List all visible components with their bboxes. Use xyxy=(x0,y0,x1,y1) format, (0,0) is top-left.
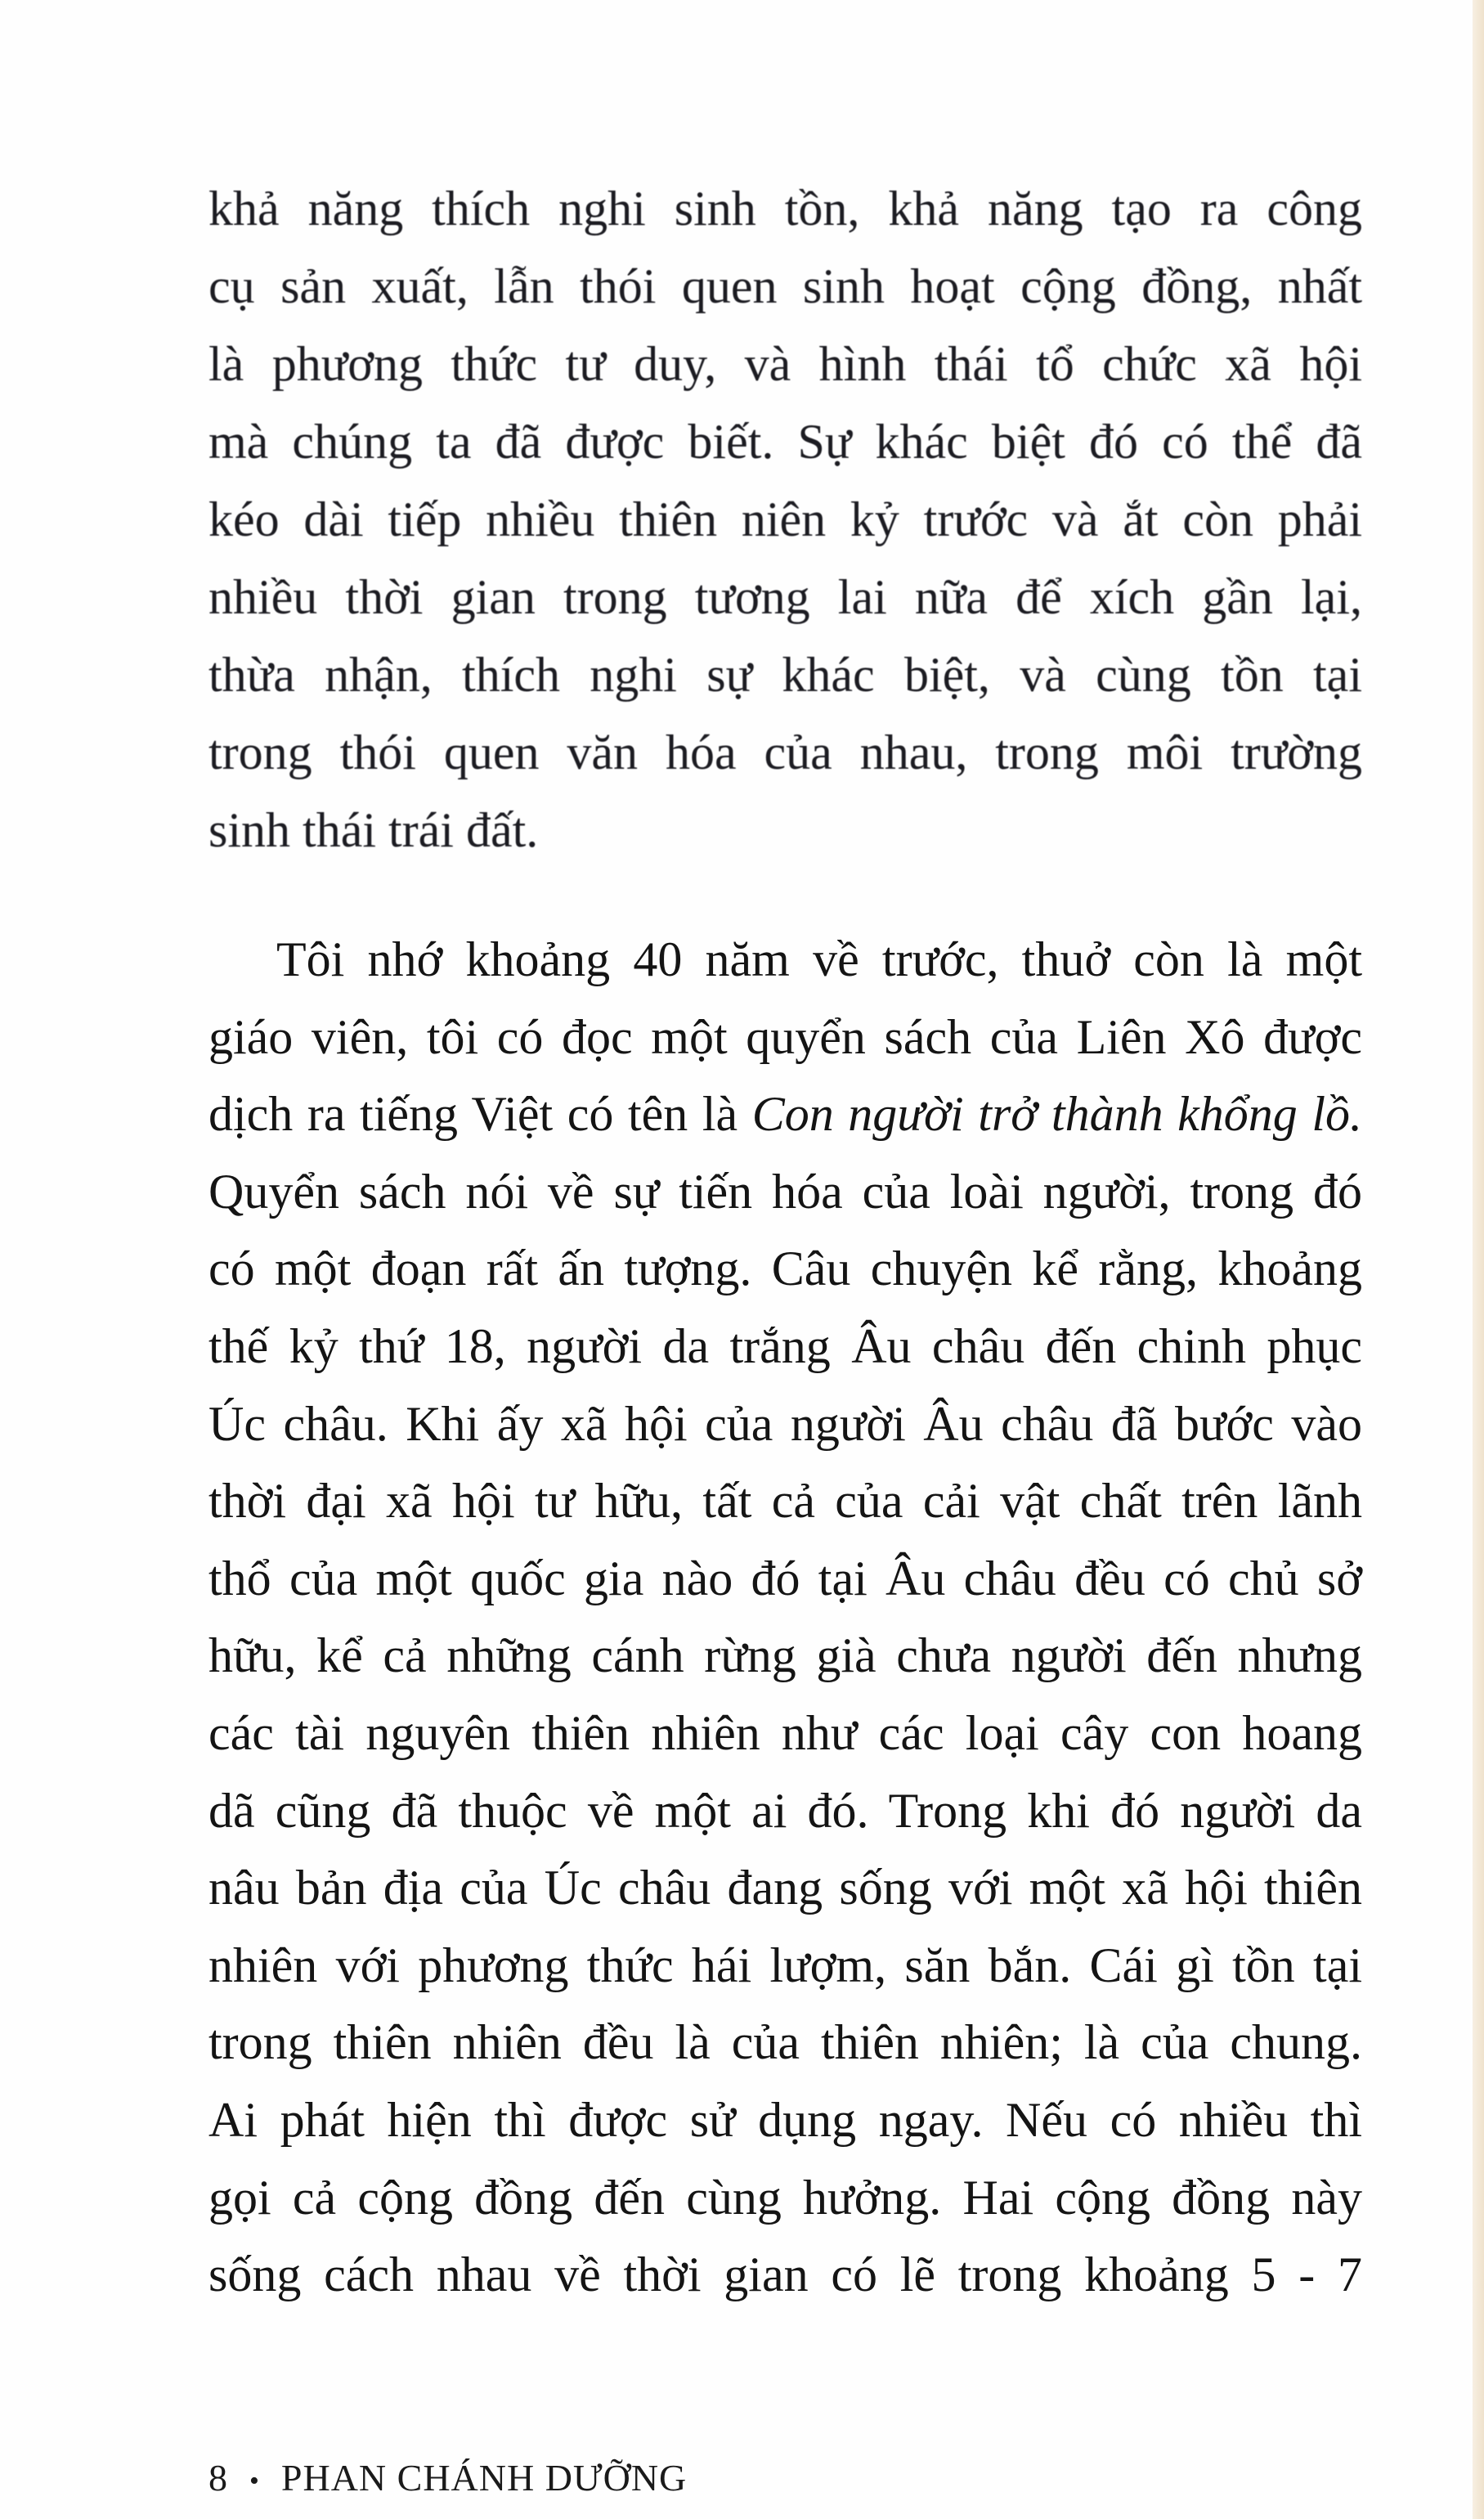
text-line: thổ của một quốc gia nào đó tại Âu châu đều có chủ sở xyxy=(208,1551,1362,1605)
text-line: nâu bản địa của Úc châu đang sống với một xã hội thiên xyxy=(208,1861,1362,1915)
text-line: sinh thái trái đất. xyxy=(208,803,539,857)
page-number: 8 xyxy=(208,2457,228,2499)
text-line: có một đoạn rất ấn tượng. Câu chuyện kể rằng, khoảng xyxy=(208,1242,1362,1296)
paragraph-1 xyxy=(208,170,1362,869)
text-line: trong thói quen văn hóa của nhau, trong môi trường xyxy=(208,725,1362,779)
text-line: Tôi nhớ khoảng 40 năm về trước, thuở còn là một xyxy=(276,932,1362,986)
text-line-with-title xyxy=(208,1075,1362,1153)
text-line: cụ sản xuất, lẫn thói quen sinh hoạt cộng đồng, nhất xyxy=(208,259,1362,313)
text-line: thế kỷ thứ 18, người da trắng Âu châu đến chinh phục xyxy=(208,1318,1362,1373)
text-line: Quyển sách nói về sự tiến hóa của loài người, trong đó xyxy=(208,1164,1362,1219)
text-segment: dịch ra tiếng Việt có tên là xyxy=(208,1087,738,1142)
text-line: là phương thức tư duy, và hình thái tổ chức xã hội xyxy=(208,337,1362,391)
page-edge xyxy=(1473,0,1484,2519)
text-line: Ai phát hiện thì được sử dụng ngay. Nếu có nhiều thì xyxy=(208,2092,1362,2147)
text-line: khả năng thích nghi sinh tồn, khả năng tạo ra công xyxy=(208,182,1362,236)
text-line: trong thiên nhiên đều là của thiên nhiên; là của chung. xyxy=(208,2015,1362,2070)
text-line: hữu, kể cả những cánh rừng già chưa người đến nhưng xyxy=(208,1628,1362,1683)
text-line: giáo viên, tôi có đọc một quyển sách của Liên Xô được xyxy=(208,1009,1362,1064)
book-title: Con người trở thành khổng lồ. xyxy=(751,1087,1363,1142)
author-name: PHAN CHÁNH DƯỠNG xyxy=(280,2457,688,2499)
text-line: nhiên với phương thức hái lượm, săn bắn. Cái gì tồn tại xyxy=(208,1938,1362,1992)
text-line: các tài nguyên thiên nhiên như các loại cây con hoang xyxy=(208,1705,1362,1760)
page-footer xyxy=(208,2455,687,2504)
text-line: thừa nhận, thích nghi sự khác biệt, và cùng tồn tại xyxy=(208,648,1362,702)
text-line: sống cách nhau về thời gian có lẽ trong khoảng 5 - 7 xyxy=(208,2247,1362,2302)
text-line: kéo dài tiếp nhiều thiên niên kỷ trước và ắt còn phải xyxy=(208,492,1362,546)
paragraph-2 xyxy=(208,921,1362,2314)
text-line: thời đại xã hội tư hữu, tất cả của cải vật chất trên lãnh xyxy=(208,1474,1362,1529)
text-line: nhiều thời gian trong tương lai nữa để xích gần lại, xyxy=(208,570,1362,624)
text-line: dã cũng đã thuộc về một ai đó. Trong khi đó người da xyxy=(208,1783,1362,1838)
text-line: Úc châu. Khi ấy xã hội của người Âu châu đã bước vào xyxy=(208,1396,1362,1451)
text-line: gọi cả cộng đồng đến cùng hưởng. Hai cộng đồng này xyxy=(208,2170,1362,2225)
text-line: mà chúng ta đã được biết. Sự khác biệt đó có thể đã xyxy=(208,415,1362,469)
separator-bullet: • xyxy=(249,2466,260,2497)
